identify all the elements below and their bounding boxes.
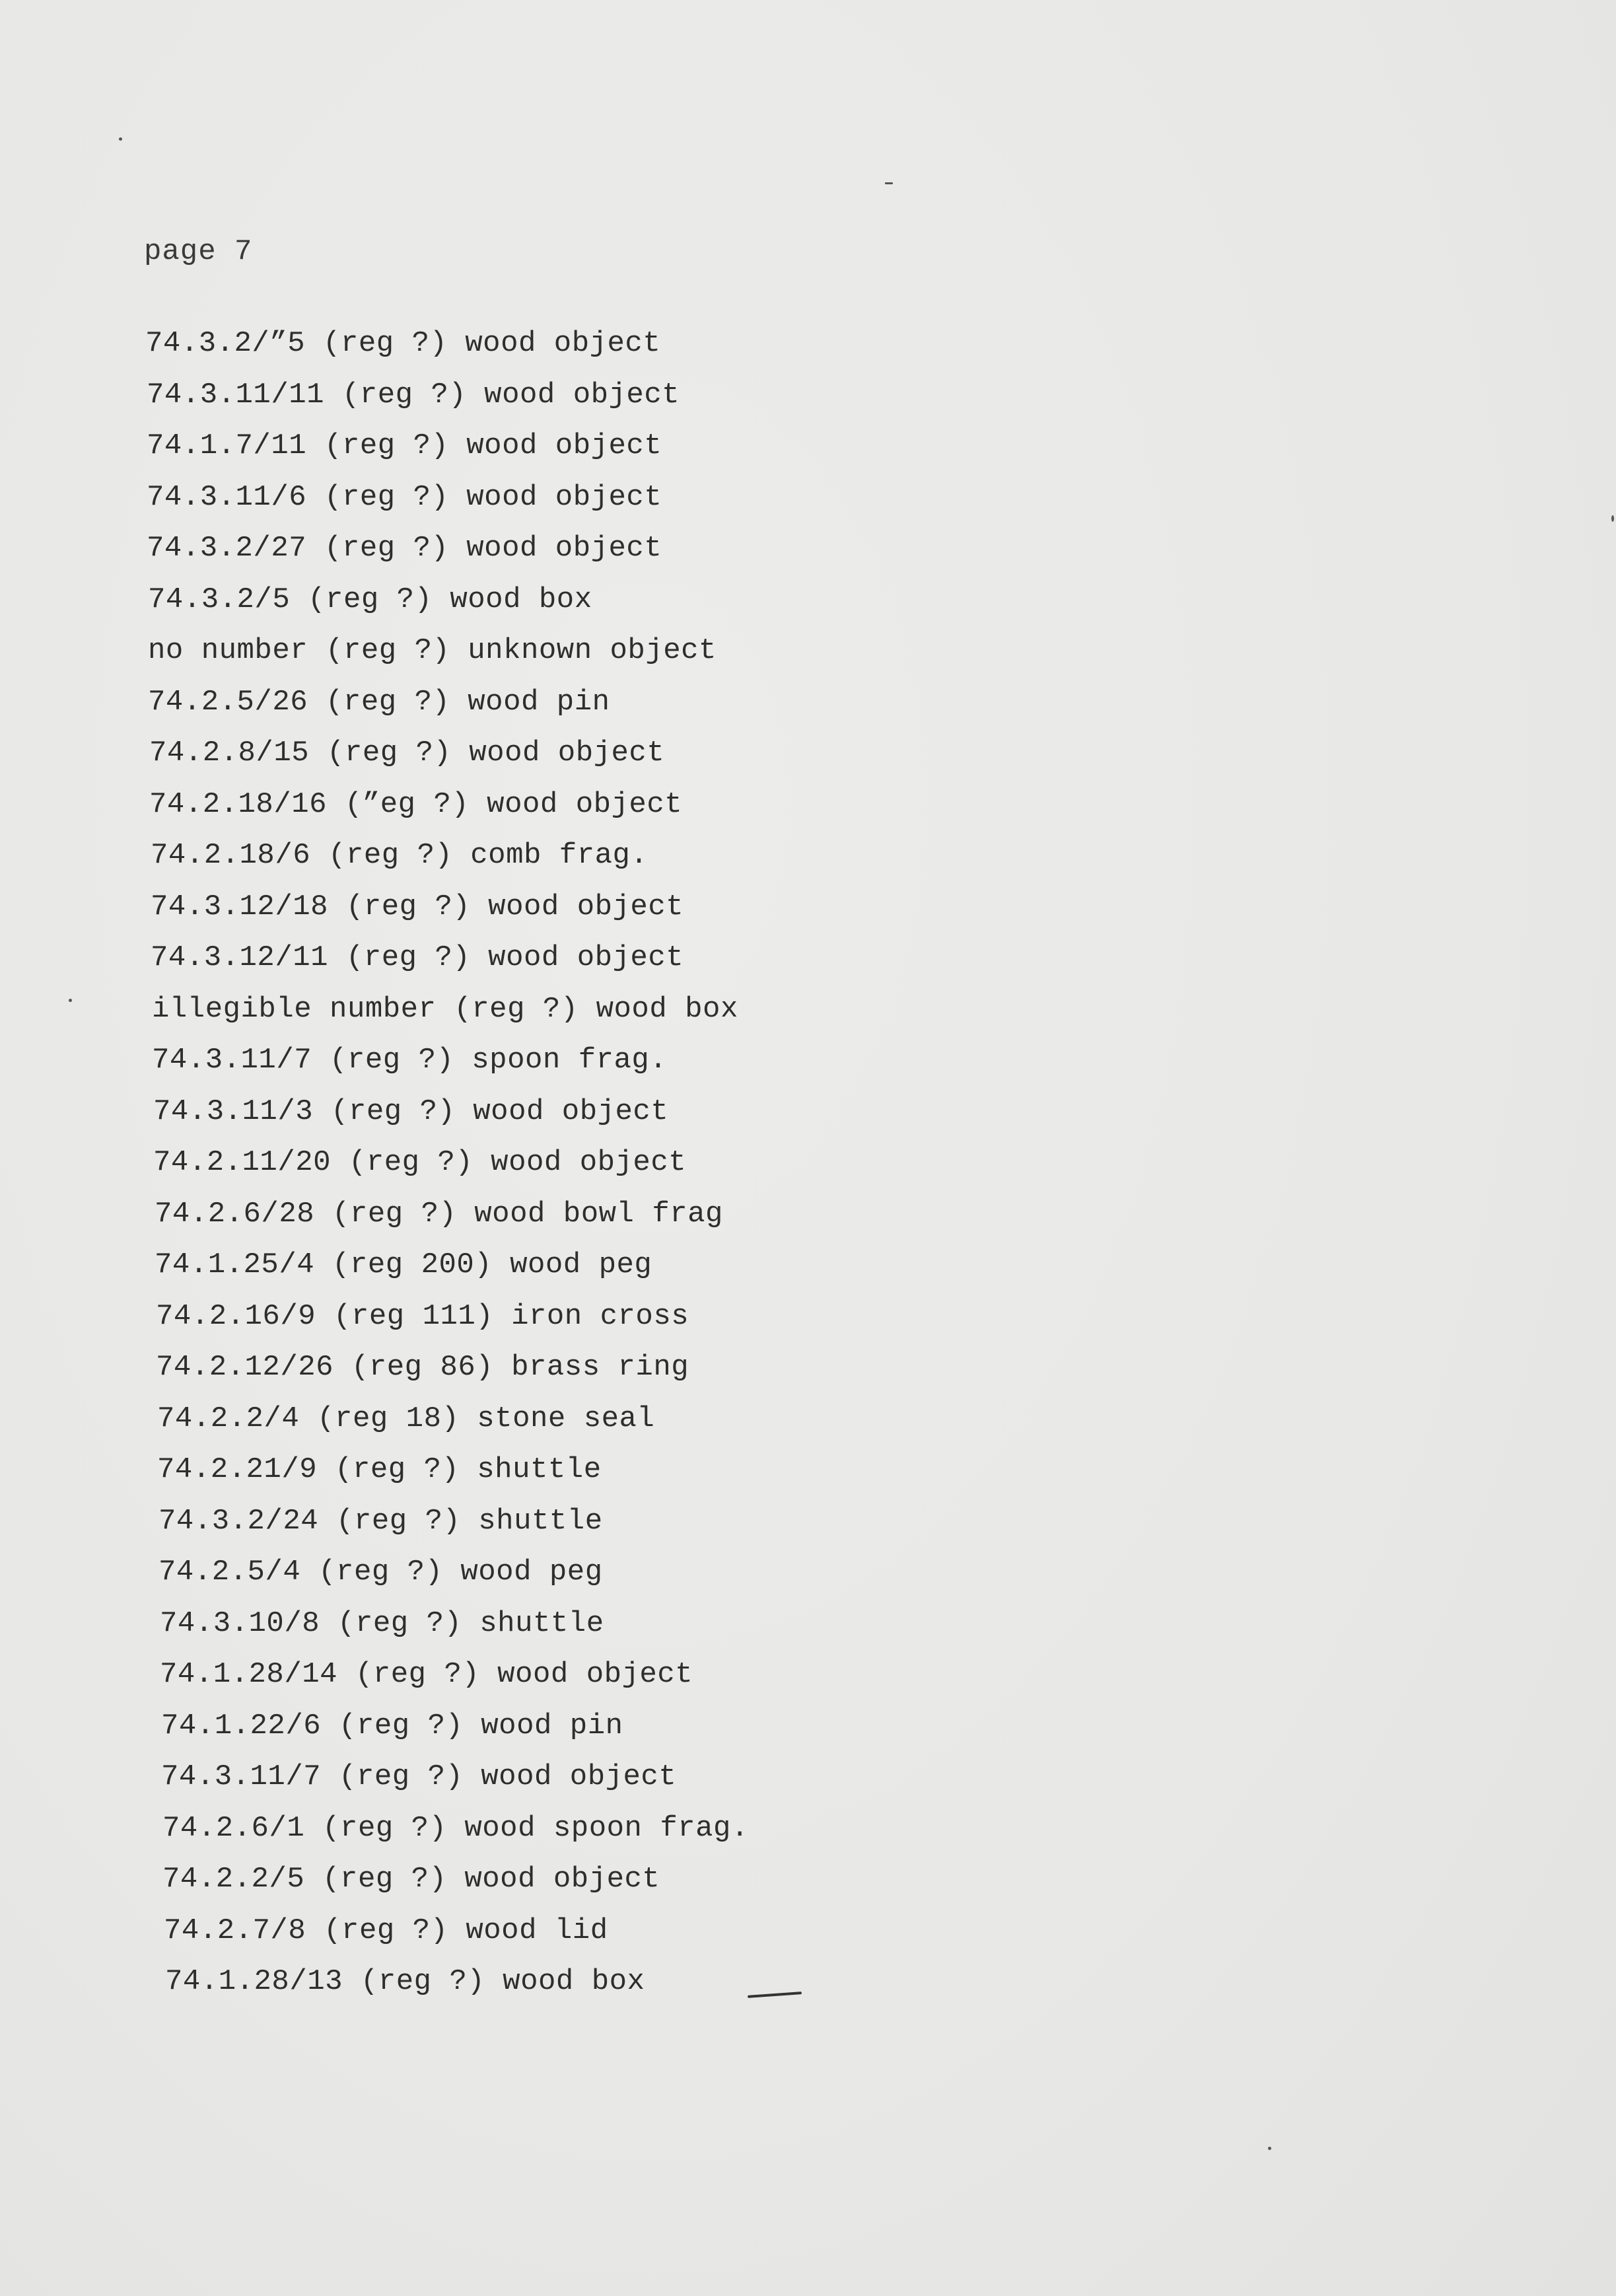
inventory-entry: 74.3.11/7 (reg ?) spoon frag. [152,1044,668,1077]
inventory-entry: 74.3.12/11 (reg ?) wood object [151,941,684,974]
paper-speck [885,182,893,184]
inventory-entry: 74.2.8/15 (reg ?) wood object [149,736,665,770]
inventory-entry: 74.3.2/24 (reg ?) shuttle [158,1504,603,1538]
inventory-entry: 74.3.2/”5 (reg ?) wood object [145,327,661,360]
inventory-entry: 74.3.2/27 (reg ?) wood object [147,532,662,565]
paper-speck [119,137,122,141]
paper-speck [69,999,72,1002]
inventory-entry: 74.3.11/3 (reg ?) wood object [153,1094,669,1128]
inventory-entry: 74.3.10/8 (reg ?) shuttle [160,1606,604,1640]
inventory-entry: 74.3.12/18 (reg ?) wood object [151,890,684,923]
paper-speck [1611,515,1614,522]
inventory-entry: 74.1.28/14 (reg ?) wood object [160,1658,693,1691]
inventory-entry: 74.2.5/4 (reg ?) wood peg [158,1556,603,1589]
inventory-entry: 74.2.2/4 (reg 18) stone seal [157,1402,655,1435]
inventory-entry: 74.3.11/7 (reg ?) wood object [161,1760,677,1793]
inventory-entry: 74.1.25/4 (reg 200) wood peg [155,1248,652,1281]
inventory-entry: 74.1.22/6 (reg ?) wood pin [161,1709,623,1742]
inventory-entry: 74.2.5/26 (reg ?) wood pin [148,685,610,719]
inventory-entry: 74.2.2/5 (reg ?) wood object [162,1863,660,1896]
inventory-entry: 74.2.16/9 (reg 111) iron cross [156,1299,689,1333]
inventory-entry: 74.2.18/6 (reg ?) comb frag. [151,839,649,872]
inventory-entry: 74.3.2/5 (reg ?) wood box [148,583,592,616]
inventory-entry: 74.2.6/1 (reg ?) wood spoon frag. [162,1811,749,1845]
inventory-entry: 74.3.11/11 (reg ?) wood object [147,378,680,412]
page-number: page 7 [144,235,253,268]
inventory-entry: illegible number (reg ?) wood box [152,992,738,1026]
inventory-entry: 74.2.21/9 (reg ?) shuttle [157,1453,602,1486]
inventory-entry: 74.2.6/28 (reg ?) wood bowl frag [155,1197,723,1231]
inventory-entry: 74.2.18/16 (”eg ?) wood object [149,787,683,821]
inventory-entry: 74.2.11/20 (reg ?) wood object [153,1146,687,1179]
inventory-entry: 74.3.11/6 (reg ?) wood object [147,480,662,514]
paper-speck [1268,2147,1271,2150]
inventory-entry: 74.2.7/8 (reg ?) wood lid [164,1914,608,1947]
inventory-entry: 74.2.12/26 (reg 86) brass ring [156,1351,689,1384]
inventory-entry: 74.1.28/13 (reg ?) wood box [165,1965,645,1998]
inventory-entry: no number (reg ?) unknown object [148,634,717,667]
inventory-list [145,318,872,2008]
inventory-entry: 74.1.7/11 (reg ?) wood object [147,429,662,462]
